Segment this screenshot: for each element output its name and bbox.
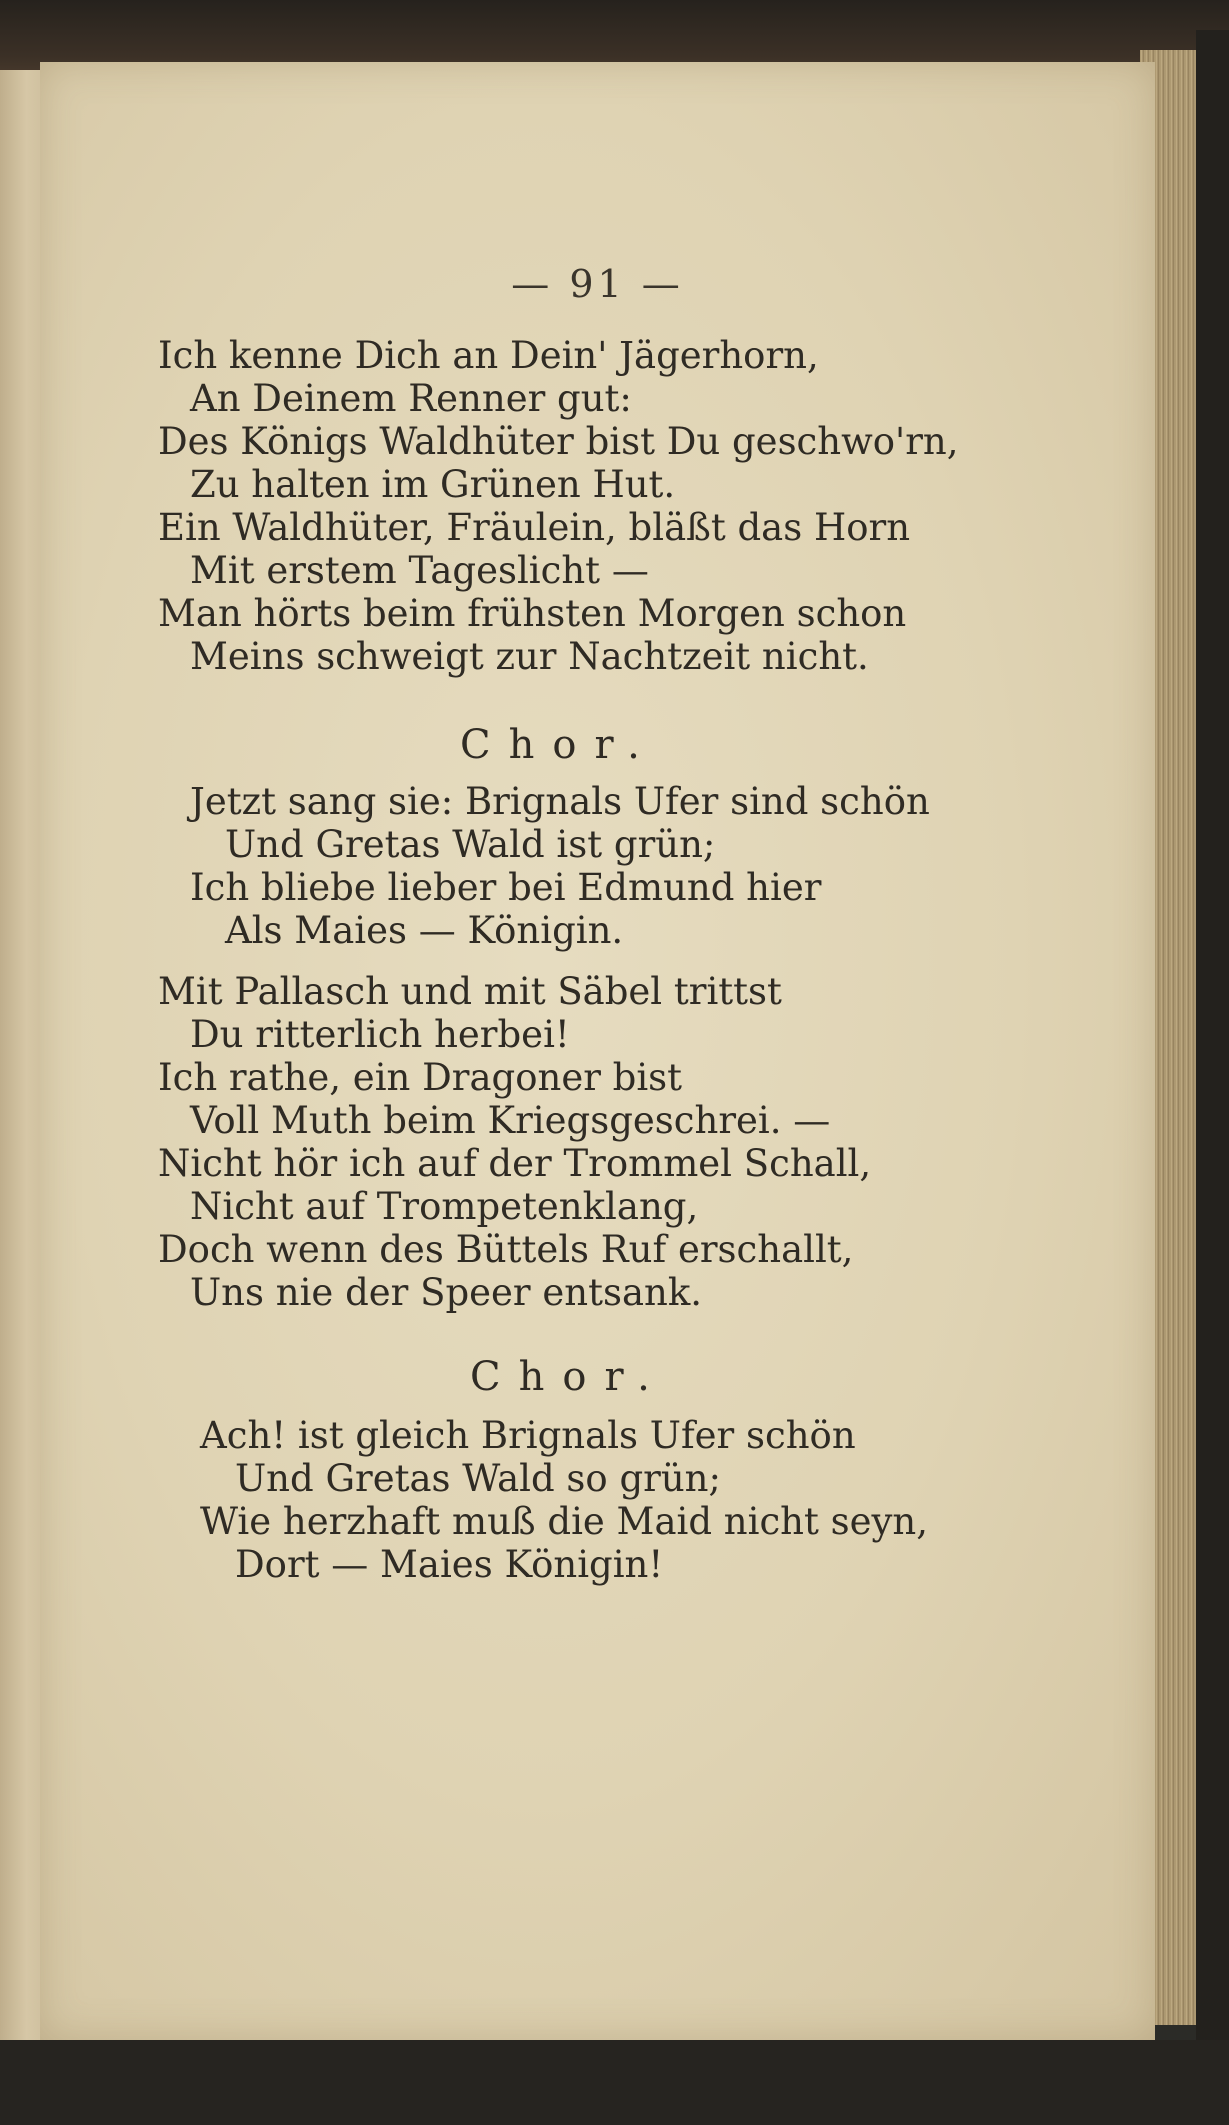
verse-line: Ach! ist gleich Brignals Ufer schön — [200, 1414, 856, 1457]
verse-line: Nicht auf Trompetenklang, — [190, 1185, 699, 1228]
verse-line: Und Gretas Wald so grün; — [235, 1457, 721, 1500]
verse-line: Jetzt sang sie: Brignals Ufer sind schön — [190, 780, 930, 823]
verse-line: Als Maies — Königin. — [225, 909, 624, 952]
verse-line: Nicht hör ich auf der Trommel Schall, — [158, 1142, 872, 1185]
bottom-shadow — [0, 2040, 1229, 2125]
page-number: — 91 — — [511, 262, 684, 306]
verse-line: Du ritterlich herbei! — [190, 1013, 570, 1056]
verse-line: Voll Muth beim Kriegsgeschrei. — — [190, 1099, 831, 1142]
chorus-heading: Chor. — [470, 1354, 668, 1400]
verse-line: Dort — Maies Königin! — [235, 1543, 664, 1586]
verse-line: Mit erstem Tageslicht — — [190, 549, 649, 592]
verse-line: Mit Pallasch und mit Säbel trittst — [158, 970, 782, 1013]
page-text — [40, 62, 1155, 2040]
verse-line: Wie herzhaft muß die Maid nicht seyn, — [200, 1500, 929, 1543]
verse-line: Man hörts beim frühsten Morgen schon — [158, 592, 907, 635]
verse-line: An Deinem Renner gut: — [190, 377, 632, 420]
left-page-edge — [0, 70, 44, 2045]
verse-line: Doch wenn des Büttels Ruf erschallt, — [158, 1228, 854, 1271]
verse-line: Uns nie der Speer entsank. — [190, 1271, 703, 1314]
verse-line: Ich rathe, ein Dragoner bist — [158, 1056, 683, 1099]
verse-line: Zu halten im Grünen Hut. — [190, 463, 676, 506]
verse-line: Des Königs Waldhüter bist Du geschwo'rn, — [158, 420, 959, 463]
verse-line: Und Gretas Wald ist grün; — [225, 823, 716, 866]
verse-line: Ich bliebe lieber bei Edmund hier — [190, 866, 822, 909]
verse-line: Meins schweigt zur Nachtzeit nicht. — [190, 635, 869, 678]
verse-line: Ein Waldhüter, Fräulein, bläßt das Horn — [158, 506, 911, 549]
page — [40, 62, 1155, 2040]
chorus-heading: Chor. — [460, 722, 658, 768]
cover-edge — [1196, 30, 1229, 2125]
verse-line: Ich kenne Dich an Dein' Jägerhorn, — [158, 334, 819, 377]
